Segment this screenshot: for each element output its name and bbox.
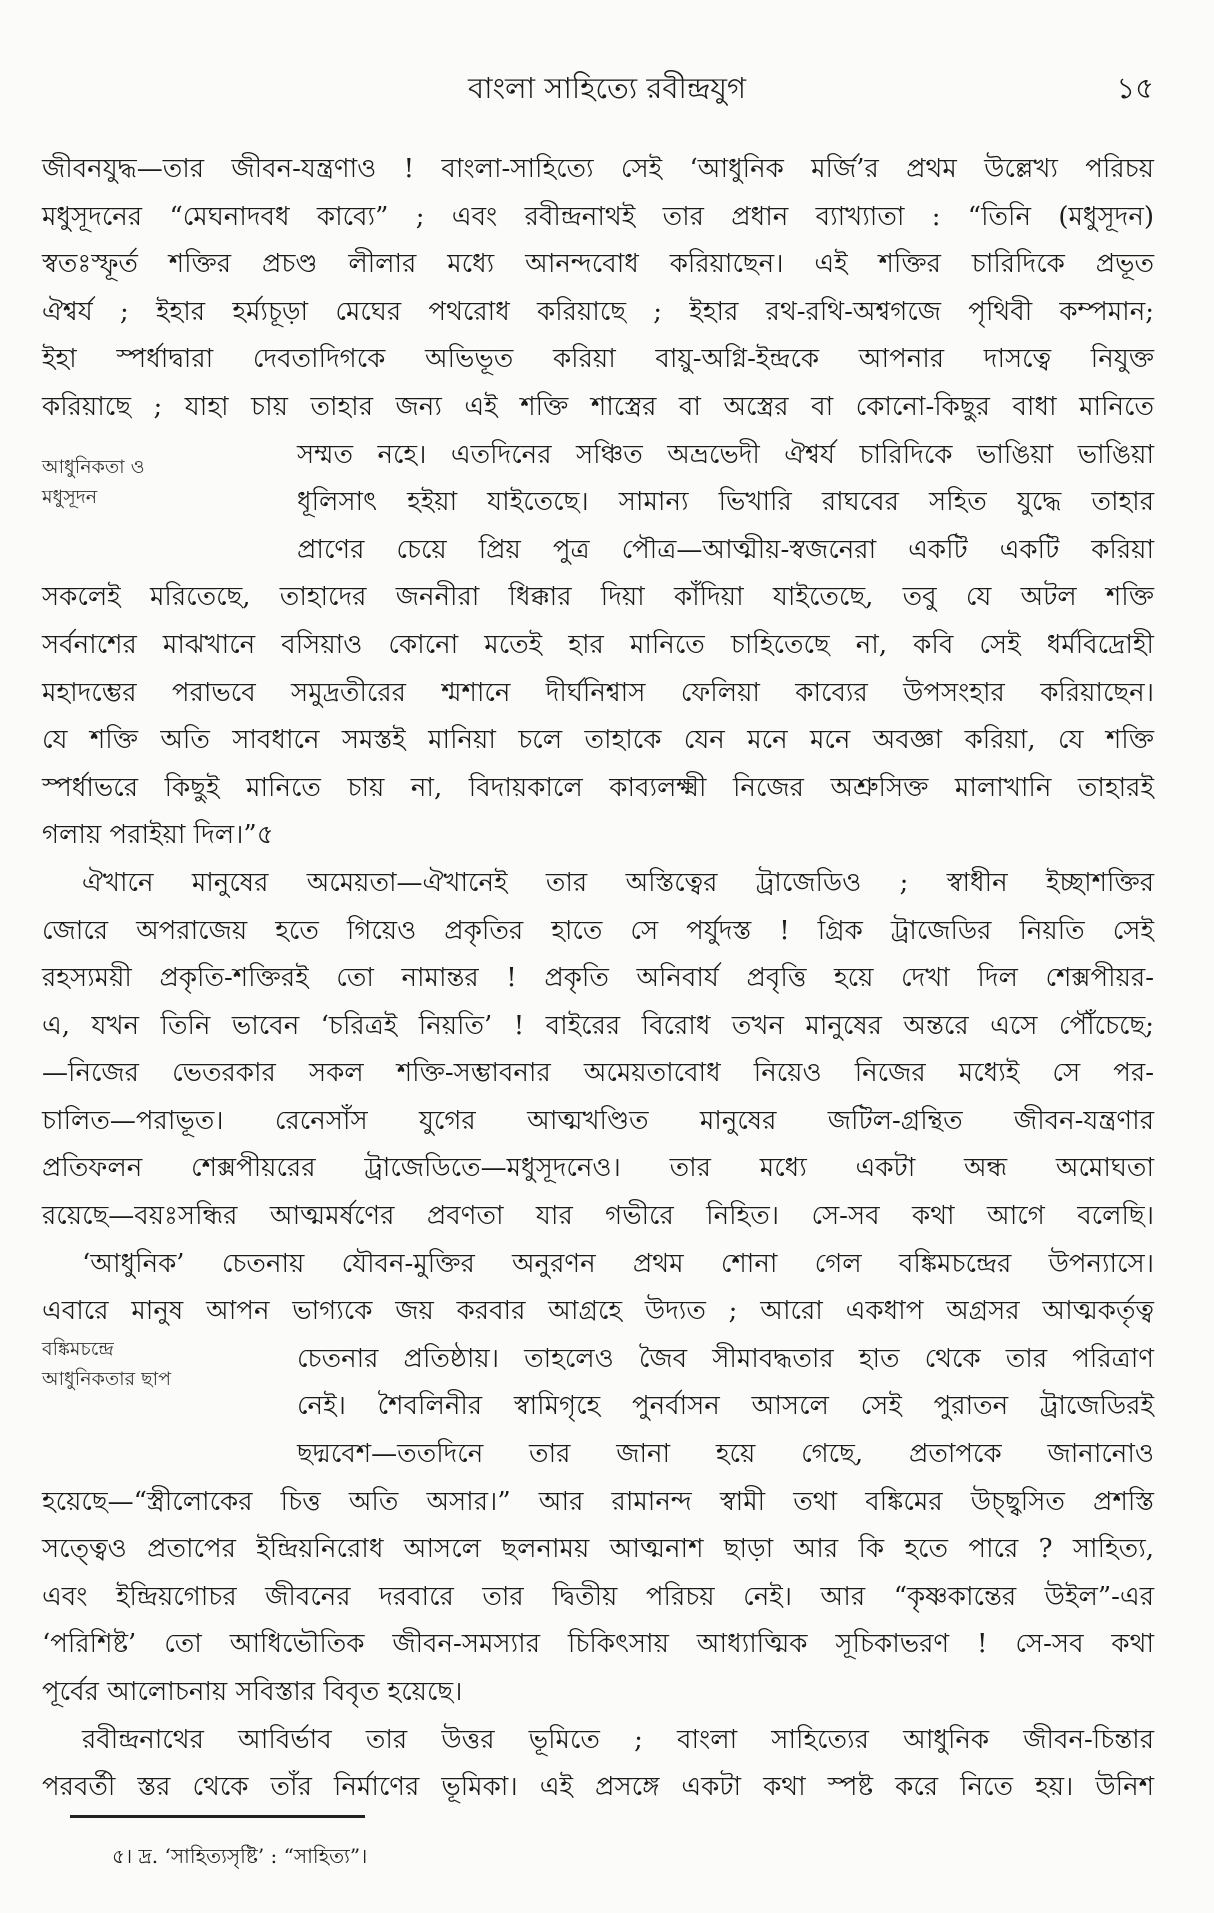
text-line: স্পর্ধাভরে কিছুই মানিতে চায় না, বিদায়কালে কাব্যলক্ষ্মী নিজের অশ্রুসিক্ত মালাখানি তাহারই: [42, 772, 1154, 803]
text-line: —নিজের ভেতরকার সকল শক্তি-সম্ভাবনার অমেয়তাবোধ নিয়েও নিজের মধ্যেই সে পর-: [42, 1058, 1154, 1089]
text-line: ‘আধুনিক’ চেতনায় যৌবন-মুক্তির অনুরণন প্রথম শোনা গেল বঙ্কিমচন্দ্রের উপন্যাসে।: [82, 1248, 1154, 1279]
text-line: মধুসূদনের “মেঘনাদবধ কাব্যে” ; এবং রবীন্দ্রনাথই তার প্রধান ব্যাখ্যাতা : “তিনি (মধুসূদন): [42, 201, 1154, 232]
margin-note-line: আধুনিকতার ছাপ: [42, 1368, 172, 1390]
text-line: রবীন্দ্রনাথের আবির্ভাব তার উত্তর ভূমিতে ; বাংলা সাহিত্যের আধুনিক জীবন-চিন্তার: [82, 1724, 1154, 1755]
page-number: ১৫: [1116, 71, 1154, 105]
text-line: সকলেই মরিতেছে, তাহাদের জননীরা ধিক্কার দিয়া কাঁদিয়া যাইতেছে, তবু যে অটল শক্তি: [42, 582, 1154, 613]
margin-note-modernity-madhusudan: [42, 452, 145, 512]
text-line: নেই। শৈবলিনীর স্বামিগৃহে পুনর্বাসন আসলে সেই পুরাতন ট্রাজেডিরই: [297, 1391, 1154, 1422]
text-line: পরবর্তী স্তর থেকে তাঁর নির্মাণের ভূমিকা। এই প্রসঙ্গে একটা কথা স্পষ্ট করে নিতে হয়। উনিশ: [42, 1772, 1154, 1803]
text-line: সত্ত্বেও প্রতাপের ইন্দ্রিয়নিরোধ আসলে ছলনাময় আত্মনাশ ছাড়া আর কি হতে পারে ? সাহিত্য,: [42, 1534, 1154, 1565]
margin-note-line: মধুসূদন: [42, 486, 98, 508]
text-line: গলায় পরাইয়া দিল।”৫: [42, 820, 274, 851]
text-line: এ, যখন তিনি ভাবেন ‘চরিত্রই নিয়তি’ ! বাইরের বিরোধ তখন মানুষের অন্তরে এসে পৌঁচেছে;: [42, 1010, 1154, 1041]
text-line: রহস্যময়ী প্রকৃতি-শক্তিরই তো নামান্তর ! প্রকৃতি অনিবার্য প্রবৃত্তি হয়ে দেখা দিল শেক্সপীয়র-: [42, 963, 1154, 994]
text-line: ‘পরিশিষ্ট’ তো আধিভৌতিক জীবন-সমস্যার চিকিৎসায় আধ্যাত্মিক সূচিকাভরণ ! সে-সব কথা: [42, 1629, 1154, 1660]
margin-note-line: বঙ্কিমচন্দ্রে: [42, 1338, 114, 1360]
text-line: মহাদম্ভের পরাভবে সমুদ্রতীরের শ্মশানে দীর্ঘনিশ্বাস ফেলিয়া কাব্যের উপসংহার করিয়াছেন।: [42, 677, 1154, 708]
text-line: চেতনার প্রতিষ্ঠায়। তাহলেও জৈব সীমাবদ্ধতার হাত থেকে তার পরিত্রাণ: [297, 1343, 1154, 1374]
text-line: যে শক্তি অতি সাবধানে সমস্তই মানিয়া চলে তাহাকে যেন মনে মনে অবজ্ঞা করিয়া, যে শক্তি: [42, 725, 1154, 756]
text-line: রয়েছে—বয়ঃসন্ধির আত্মমর্ষণের প্রবণতা যার গভীরে নিহিত। সে-সব কথা আগে বলেছি।: [42, 1201, 1154, 1232]
text-line: সম্মত নহে। এতদিনের সঞ্চিত অভ্রভেদী ঐশ্বর্য চারিদিকে ভাঙিয়া ভাঙিয়া: [297, 439, 1154, 470]
footnote-divider: [70, 1815, 365, 1818]
text-line: এবারে মানুষ আপন ভাগ্যকে জয় করবার আগ্রহে উদ্যত ; আরো একধাপ অগ্রসর আত্মকর্তৃত্ব: [42, 1296, 1154, 1327]
margin-note-line: আধুনিকতা ও: [42, 456, 145, 478]
text-line: জোরে অপরাজেয় হতে গিয়েও প্রকৃতির হাতে সে পর্যুদস্ত ! গ্রিক ট্রাজেডির নিয়তি সেই: [42, 915, 1154, 946]
text-line: হয়েছে—“স্ত্রীলোকের চিত্ত অতি অসার।” আর রামানন্দ স্বামী তথা বঙ্কিমের উচ্ছ্বসিত প্রশস্তি: [42, 1486, 1154, 1517]
text-line: এবং ইন্দ্রিয়গোচর জীবনের দরবারে তার দ্বিতীয় পরিচয় নেই। আর “কৃষ্ণকান্তের উইল”-এর: [42, 1581, 1154, 1612]
text-line: সর্বনাশের মাঝখানে বসিয়াও কোনো মতেই হার মানিতে চাহিতেছে না, কবি সেই ধর্মবিদ্রোহী: [42, 629, 1154, 660]
text-line: ইহা স্পর্ধাদ্বারা দেবতাদিগকে অভিভূত করিয়া বায়ু-অগ্নি-ইন্দ্রকে আপনার দাসত্বে নিযুক্ত: [42, 344, 1154, 375]
footnote: ৫। দ্র. ‘সাহিত্যসৃষ্টি’ : “সাহিত্য”।: [112, 1844, 368, 1868]
text-line: প্রাণের চেয়ে প্রিয় পুত্র পৌত্র—আত্মীয়-স্বজনেরা একটি একটি করিয়া: [297, 534, 1154, 565]
text-line: স্বতঃস্ফূর্ত শক্তির প্রচণ্ড লীলার মধ্যে আনন্দবোধ করিয়াছেন। এই শক্তির চারিদিকে প্রভূত: [42, 249, 1154, 280]
text-line: প্রতিফলন শেক্সপীয়রের ট্রাজেডিতে—মধুসূদনেও। তার মধ্যে একটা অন্ধ অমোঘতা: [42, 1153, 1154, 1184]
text-line: জীবনযুদ্ধ—তার জীবন-যন্ত্রণাও ! বাংলা-সাহিত্যে সেই ‘আধুনিক মর্জি’র প্রথম উল্লেখ্য পরিচয়: [42, 154, 1154, 184]
text-line: ঐখানে মানুষের অমেয়তা—ঐখানেই তার অস্তিত্বের ট্রাজেডিও ; স্বাধীন ইচ্ছাশক্তির: [82, 867, 1154, 898]
text-line: পূর্বের আলোচনায় সবিস্তার বিবৃত হয়েছে।: [42, 1677, 463, 1707]
running-header-title: বাংলা সাহিত্যে রবীন্দ্রযুগ: [468, 71, 746, 105]
text-line: করিয়াছে ; যাহা চায় তাহার জন্য এই শক্তি শাস্ত্রের বা অস্ত্রের বা কোনো-কিছুর বাধা মানিতে: [42, 391, 1154, 422]
text-line: ছদ্মবেশ—ততদিনে তার জানা হয়ে গেছে, প্রতাপকে জানানোও: [297, 1439, 1154, 1470]
text-line: চালিত—পরাভূত। রেনেসাঁস যুগের আত্মখণ্ডিত মানুষের জটিল-গ্রন্থিত জীবন-যন্ত্রণার: [42, 1105, 1154, 1136]
margin-note-bankim-modernity: [42, 1334, 171, 1394]
text-line: ধূলিসাৎ হইয়া যাইতেছে। সামান্য ভিখারি রাঘবের সহিত যুদ্ধে তাহার: [297, 487, 1154, 518]
body-text: [42, 146, 1154, 1812]
text-line: ঐশ্বর্য ; ইহার হর্ম্যচূড়া মেঘের পথরোধ করিয়াছে ; ইহার রথ-রথি-অশ্বগজে পৃথিবী কম্পমান;: [42, 296, 1154, 327]
